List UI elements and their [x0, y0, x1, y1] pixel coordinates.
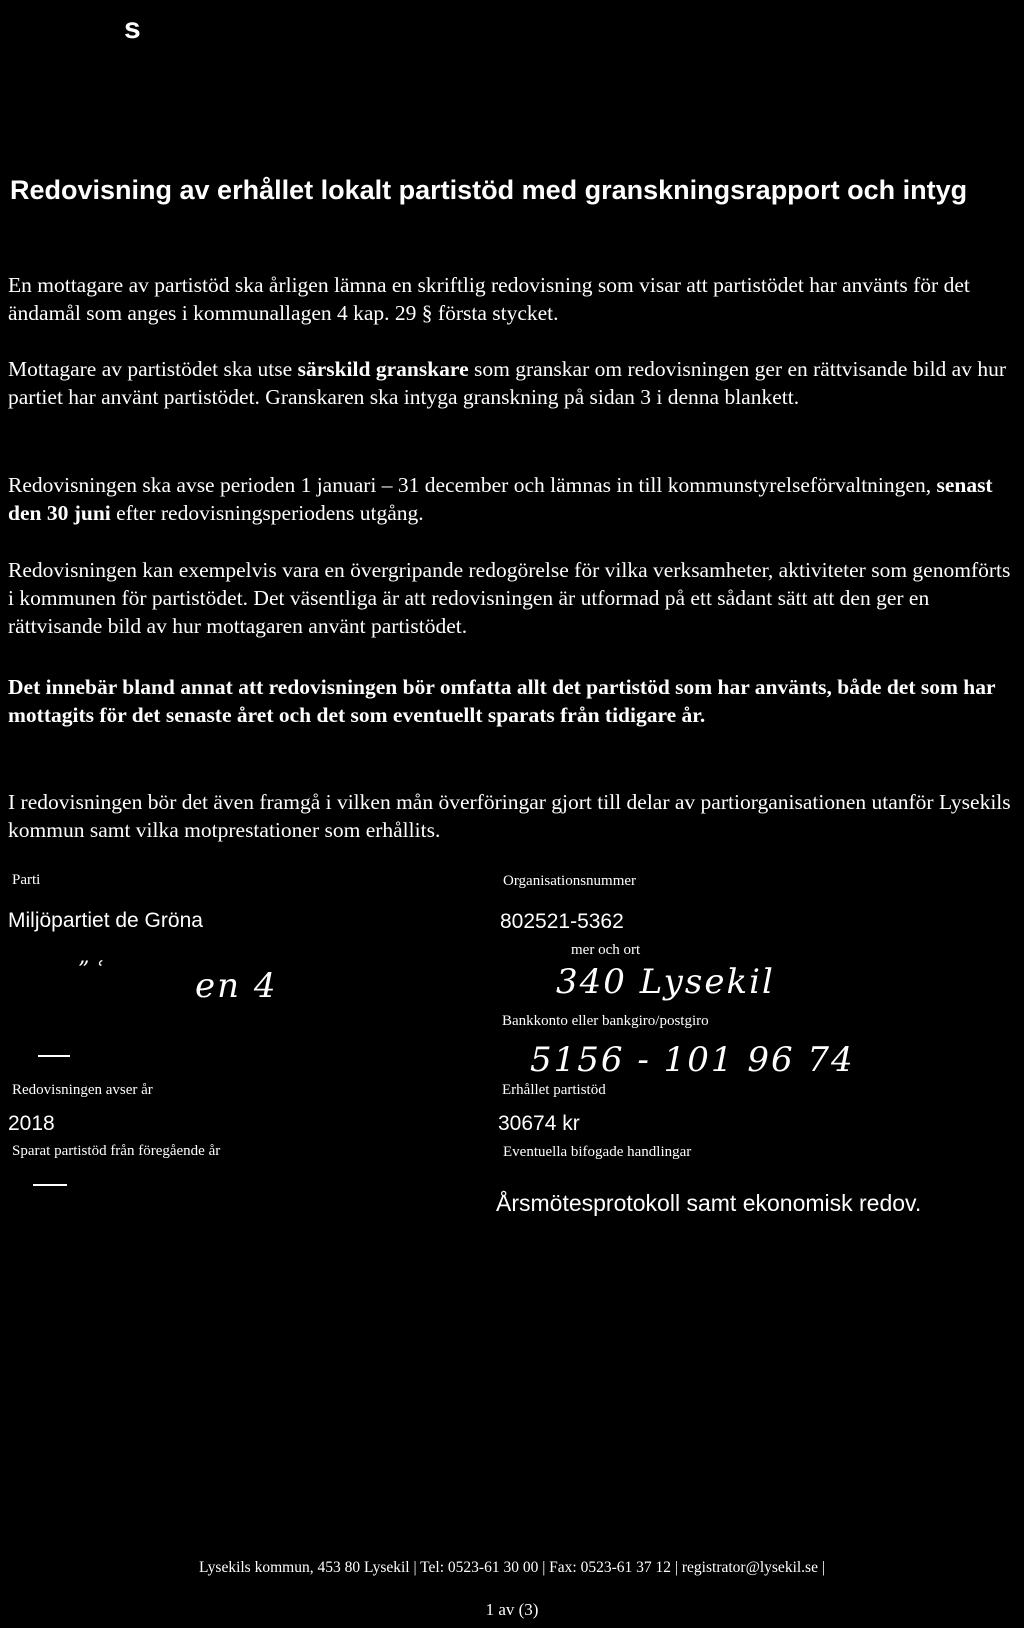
paragraph-3 — [8, 471, 1018, 527]
handwritten-postort: 340 Lysekil — [556, 962, 775, 1002]
paragraph-2 — [8, 355, 1018, 411]
handwritten-marks: ” ʿ — [78, 958, 103, 983]
paragraph-4: Redovisningen kan exempelvis vara en övergripande redogörelse för vilka verksamheter, aktiviteter som genomförts i kommunen för partistödet. Det väsentliga är att redovisningen är utformad på ett sådant sätt att den ger en rättvisande bild av hur mottagaren använt partistödet. — [8, 558, 1011, 638]
sparat-label: Sparat partistöd från föregående år — [12, 1143, 221, 1159]
parti-value: Miljöpartiet de Gröna — [8, 909, 203, 932]
parti-label: Parti — [12, 872, 41, 888]
paragraph-6: I redovisningen bör det även framgå i vilken mån överföringar gjort till delar av partiorganisationen utanför Lysekils kommun samt vilka motprestationer som erhållits. — [8, 790, 1011, 842]
postort-label: mer och ort — [571, 942, 641, 958]
bifogade-value: Årsmötesprotokoll samt ekonomisk redov. — [496, 1190, 922, 1216]
logo: s — [124, 12, 141, 45]
p2-text-c: som granskar om redovisningen ger en rättvisande bild av hur partiet har använt partistödet. Granskaren ska intyga granskning på sidan 3 i denna blankett. — [8, 357, 1006, 409]
empty-field-dash — [38, 1055, 70, 1057]
orgnr-label: Organisationsnummer — [503, 873, 637, 889]
page-number: 1 av (3) — [485, 1600, 539, 1619]
p3-text-c: efter redovisningsperiodens utgång. — [110, 501, 424, 525]
erhallet-value: 30674 kr — [498, 1112, 580, 1135]
paragraph-1: En mottagare av partistöd ska årligen lämna en skriftlig redovisning som visar att partistödet har använts för det ändamål som anges i kommunallagen 4 kap. 29 § första stycket. — [8, 273, 970, 325]
bank-label: Bankkonto eller bankgiro/postgiro — [502, 1013, 709, 1029]
p2-bold: särskild granskare — [297, 357, 469, 381]
bifogade-label: Eventuella bifogade handlingar — [503, 1144, 692, 1160]
year-value: 2018 — [8, 1112, 55, 1135]
document-title: Redovisning av erhållet lokalt partistöd med granskningsrapport och intyg — [10, 175, 968, 205]
year-label: Redovisningen avser år — [12, 1082, 153, 1098]
handwritten-address-fragment: en 4 — [195, 966, 278, 1006]
handwritten-bankgiro: 5156 - 101 96 74 — [530, 1040, 855, 1080]
empty-field-dash — [33, 1184, 67, 1186]
paragraph-5: Det innebär bland annat att redovisningen bör omfatta allt det partistöd som har använts, både det som har mottagits för det senaste året och det som eventuellt sparats från tidigare år. — [8, 675, 996, 727]
p3-bold: senast den 30 juni — [8, 473, 993, 525]
erhallet-label: Erhållet partistöd — [502, 1082, 606, 1098]
orgnr-value: 802521-5362 — [500, 910, 624, 933]
p3-text-a: Redovisningen ska avse perioden 1 januari – 31 december och lämnas in till kommunstyrelseförvaltningen, — [8, 473, 937, 497]
p2-text-a: Mottagare av partistödet ska utse — [8, 357, 298, 381]
footer-contact: Lysekils kommun, 453 80 Lysekil | Tel: 0523-61 30 00 | Fax: 0523-61 37 12 | registrator@lysekil.se | — [199, 1559, 825, 1576]
